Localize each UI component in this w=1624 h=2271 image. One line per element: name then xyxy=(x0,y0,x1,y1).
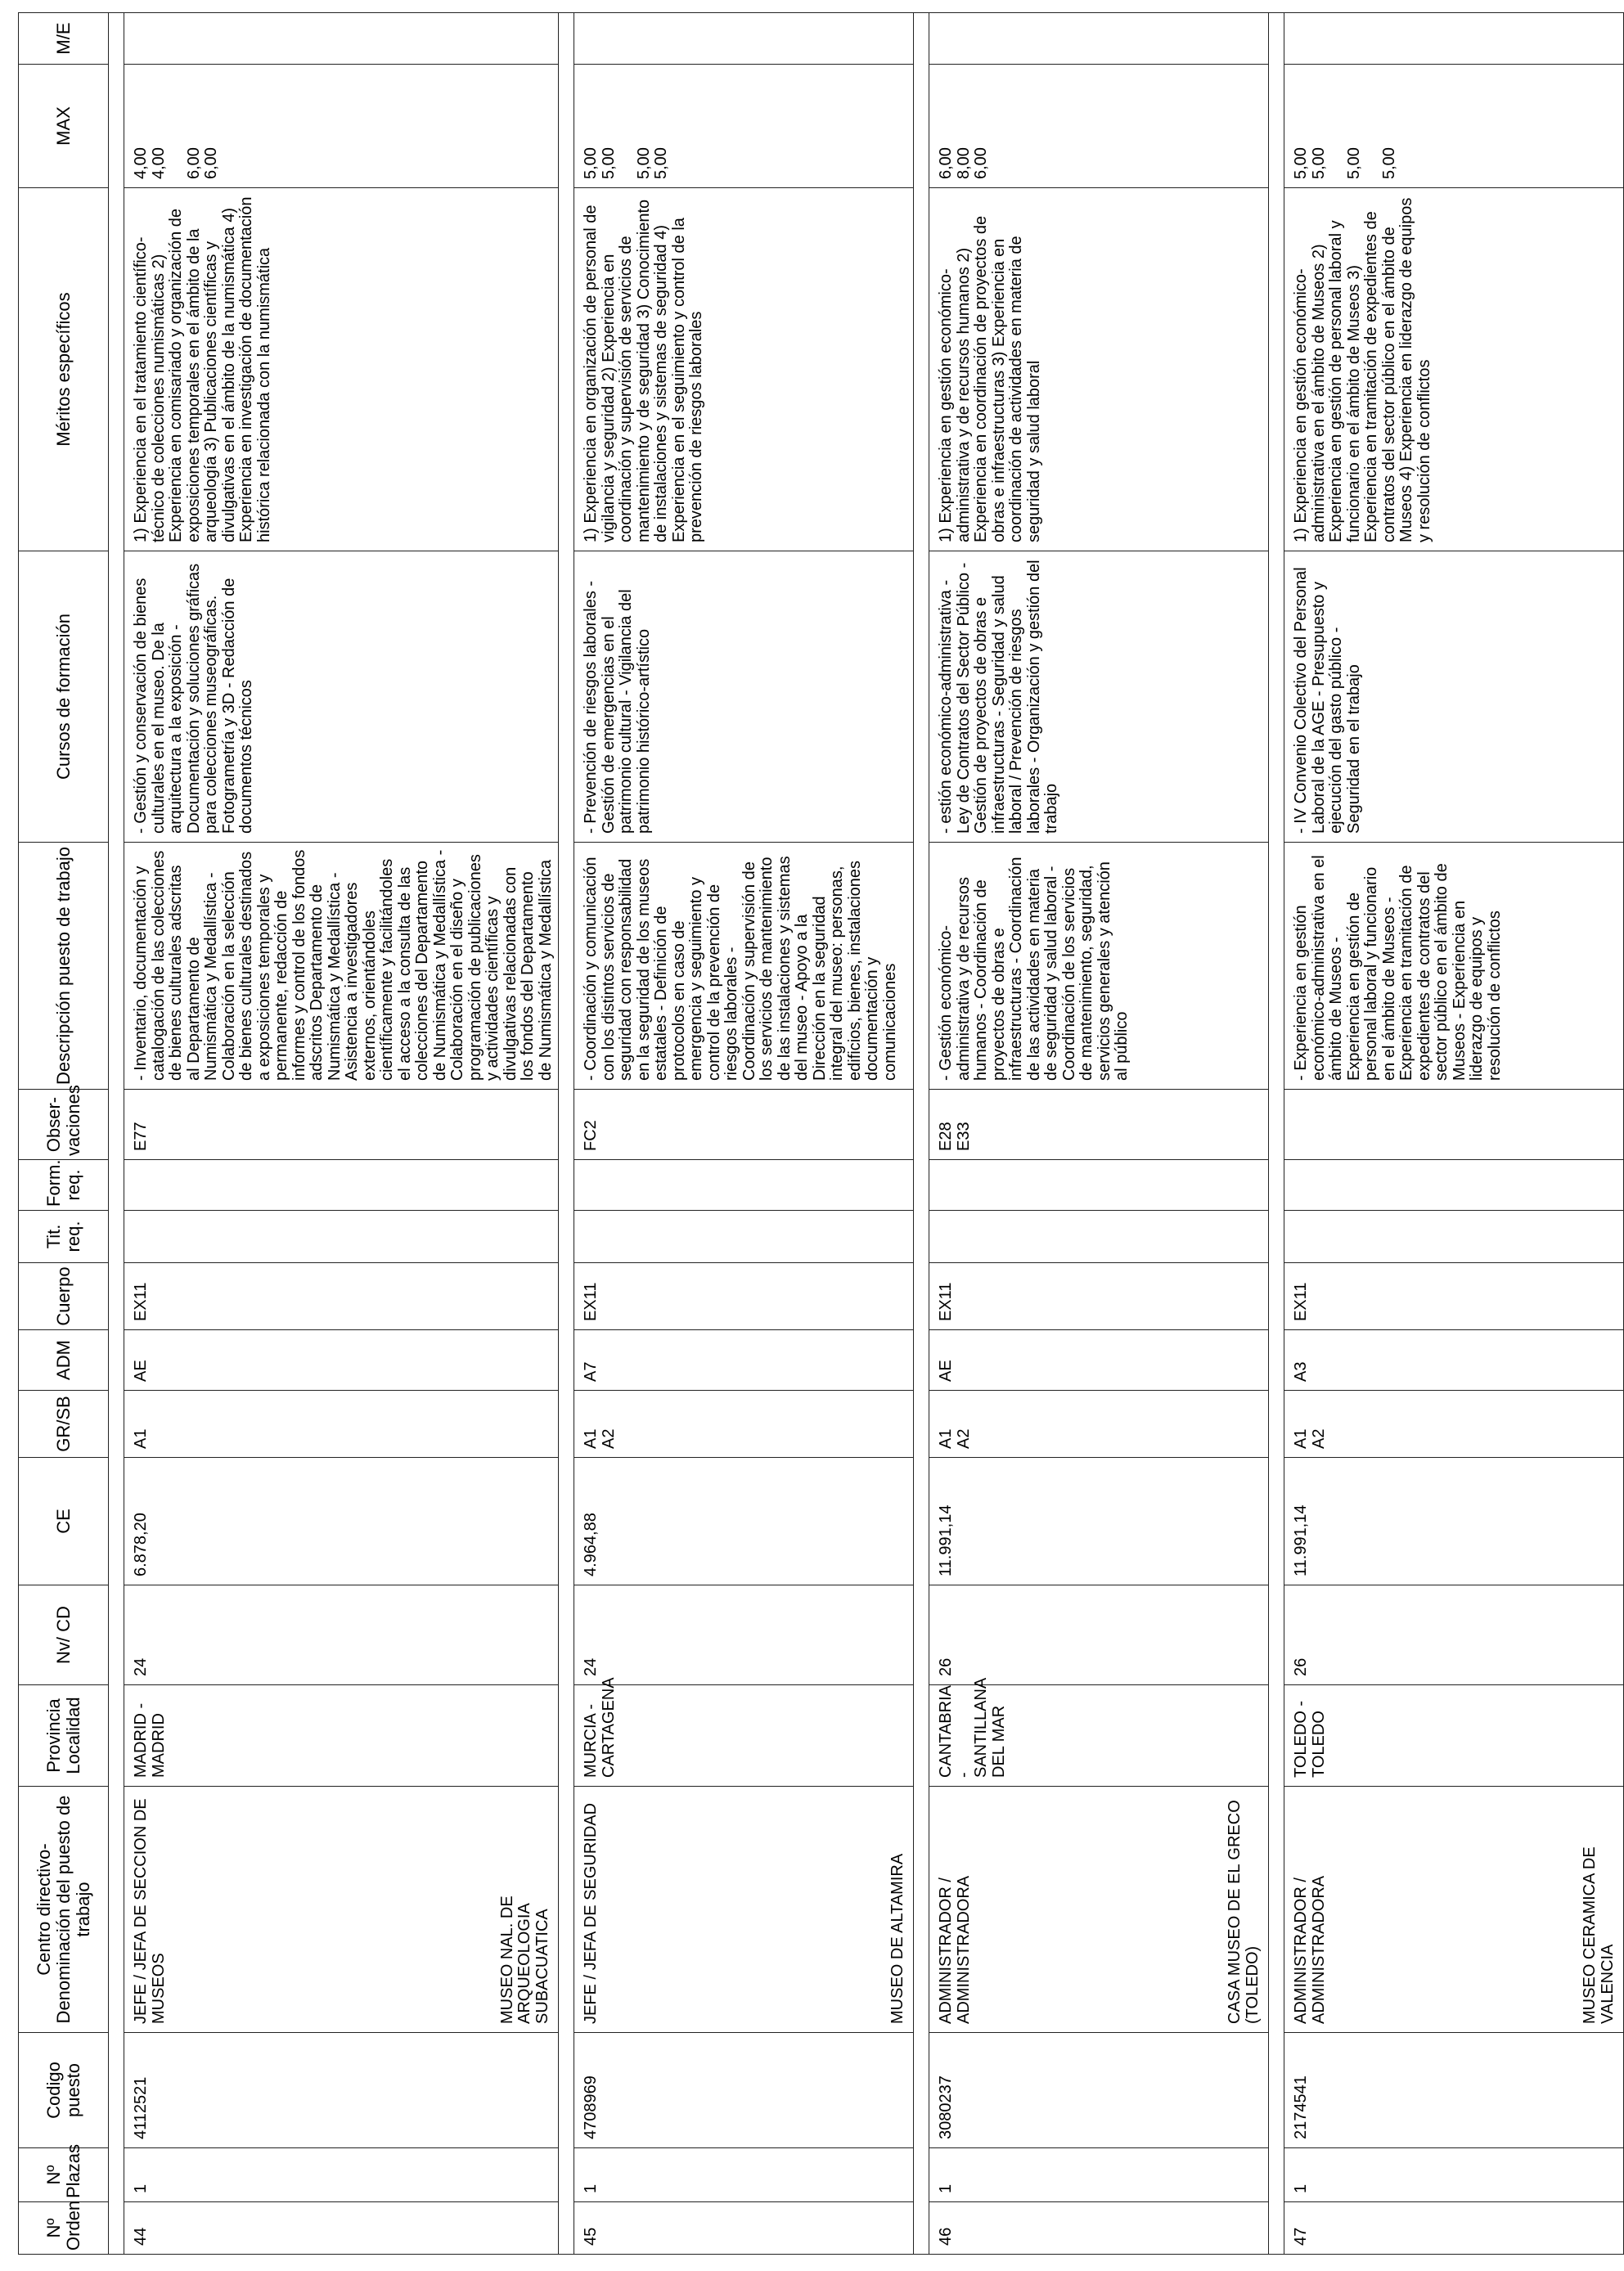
puesto-name: ADMINISTRADOR / ADMINISTRADORA xyxy=(937,1875,973,2024)
provincia-value: MADRID - MADRID xyxy=(132,1702,168,1778)
nivel-cell xyxy=(929,1585,1269,1685)
puesto-name: ADMINISTRADOR / ADMINISTRADORA xyxy=(1292,1875,1328,2024)
meritos-cell xyxy=(1284,188,1624,551)
max-item: 5,00 xyxy=(599,147,618,179)
codigo-cell xyxy=(929,2033,1269,2148)
cursos-cell xyxy=(1284,551,1624,843)
descripcion-text: - Coordinación y comunicación con los distintos servicios de seguridad con responsabilidad en la seguridad de los museos estatales - Definición de protocolos en caso de emergencia y seguimiento y control de la prevención de riesgos laborales - Coordinación y supervisión de los servicios de mantenimiento de las instalaciones y sistemas del museo - Apoyo a la Dirección en la seguridad integral del museo: personas, edificios, bienes, instalaciones documentación y comunicaciones xyxy=(582,856,899,1081)
form-cell xyxy=(574,1160,914,1211)
orden-cell xyxy=(1284,2202,1624,2255)
cursos-text: - Gestión y conservación de bienes culturales en el museo. De la arquitectura a la exposición - Documentación y soluciones gráficas para colecciones museográficas. Fotogrametría y 3D - Redacción de documentos técnicos xyxy=(132,563,255,834)
col-form-header: Form. req. xyxy=(19,1160,109,1211)
max-item: 8,00 xyxy=(954,147,973,179)
nivel-cell xyxy=(1284,1585,1624,1685)
meritos-text: 1) Experiencia en gestión económico-administrativa y de recursos humanos 2) Experiencia en coordinación de proyectos de obras e infraestructuras 3) Experiencia en coordinación de actividades en materia de seguridad y salud laboral xyxy=(937,215,1043,542)
col-provincia-header: Provincia Localidad xyxy=(19,1685,109,1787)
col-orden-header: Nº Orden xyxy=(19,2202,109,2255)
orden-cell xyxy=(929,2202,1269,2255)
cuerpo-value: EX11 xyxy=(1292,1282,1310,1321)
descripcion-cell xyxy=(1284,843,1624,1090)
col-ce-header: CE xyxy=(19,1458,109,1585)
orden-value: 46 xyxy=(937,2227,955,2246)
centro-cell xyxy=(574,1787,914,2033)
orden-cell xyxy=(574,2202,914,2255)
col-cursos-header: Cursos de formación xyxy=(19,551,109,843)
meritos-cell xyxy=(574,188,914,551)
ce-cell xyxy=(124,1458,559,1585)
obs-item: E77 xyxy=(132,1122,150,1151)
ce-value: 11.991,14 xyxy=(1292,1504,1310,1576)
form-cell xyxy=(124,1160,559,1211)
tit-cell xyxy=(574,1211,914,1263)
form-cell xyxy=(1284,1160,1624,1211)
cuerpo-cell xyxy=(574,1263,914,1330)
centro-name: MUSEO CERAMICA DE VALENCIA xyxy=(1581,1846,1617,2024)
cuerpo-value: EX11 xyxy=(937,1282,955,1321)
obs-item: FC2 xyxy=(582,1120,600,1151)
adm-value: AE xyxy=(937,1360,955,1382)
centro-cell xyxy=(929,1787,1269,2033)
cuerpo-cell xyxy=(929,1263,1269,1330)
codigo-cell xyxy=(574,2033,914,2148)
provincia-value: TOLEDO - TOLEDO xyxy=(1292,1700,1328,1778)
row-spacer xyxy=(559,13,574,2255)
grsb-item: A1 xyxy=(132,1428,150,1449)
tit-cell xyxy=(124,1211,559,1263)
centro-name: MUSEO NAL. DE ARQUEOLOGIA SUBACUATICA xyxy=(497,1895,551,2024)
nivel-value: 24 xyxy=(132,1657,150,1676)
col-centro-header: Centro directivo-Denominación del puesto de trabajo xyxy=(19,1787,109,2033)
col-obs-header: Obser-vaciones xyxy=(19,1090,109,1160)
codigo-cell xyxy=(124,2033,559,2148)
cursos-cell xyxy=(574,551,914,843)
max-item: 4,00 xyxy=(132,147,150,179)
obs-cell xyxy=(929,1090,1269,1160)
centro-cell xyxy=(1284,1787,1624,2033)
adm-cell xyxy=(929,1330,1269,1391)
codigo-value: 4112521 xyxy=(132,2076,150,2139)
provincia-value: CANTABRIA - SANTILLANA DEL MAR xyxy=(937,1678,1008,1778)
meritos-text: 1) Experiencia en gestión económico-administrativa en el ámbito de Museos 2) Experiencia en gestión de personal laboral y funcionario en el ámbito de Museos 3) Experiencia en tramitación de expedientes de contratos del sector público en el ámbito de Museos 4) Experiencia en liderazgo de equipos y resolución de conflictos xyxy=(1292,197,1433,542)
nivel-value: 24 xyxy=(582,1657,600,1676)
grsb-item: A2 xyxy=(599,1428,618,1449)
me-cell xyxy=(1284,13,1624,65)
table-row xyxy=(929,13,1269,2255)
nivel-cell xyxy=(124,1585,559,1685)
codigo-value: 4708969 xyxy=(582,2075,600,2139)
puesto-name: JEFE / JEFA DE SEGURIDAD xyxy=(582,1802,600,2024)
obs-item: E33 xyxy=(954,1122,973,1151)
max-item: 5,00 xyxy=(1379,147,1398,179)
obs-item: E28 xyxy=(937,1122,955,1151)
col-descripcion-header: Descripción puesto de trabajo xyxy=(19,843,109,1090)
nivel-value: 26 xyxy=(937,1657,955,1676)
max-item: 5,00 xyxy=(634,147,653,179)
max-cell xyxy=(1284,65,1624,188)
plazas-cell xyxy=(574,2148,914,2202)
meritos-cell xyxy=(124,188,559,551)
plazas-value: 1 xyxy=(1292,2183,1310,2193)
max-item: 5,00 xyxy=(1344,147,1363,179)
orden-value: 47 xyxy=(1292,2227,1310,2246)
tit-cell xyxy=(929,1211,1269,1263)
max-item: 6,00 xyxy=(937,147,955,179)
max-item: 4,00 xyxy=(149,147,168,179)
max-cell xyxy=(929,65,1269,188)
ce-cell xyxy=(574,1458,914,1585)
form-cell xyxy=(929,1160,1269,1211)
header-row xyxy=(19,13,109,2255)
cursos-text: - estión económico-administrativa - Ley de Contratos del Sector Público - Gestión de proyectos de obras e infraestructuras - Seguridad y salud laboral / Prevención de riesgos laborales - Organización y gestión del trabajo xyxy=(937,560,1060,834)
grsb-item: A2 xyxy=(1309,1428,1328,1449)
nivel-cell xyxy=(574,1585,914,1685)
plazas-cell xyxy=(929,2148,1269,2202)
ce-value: 4.964,88 xyxy=(582,1513,600,1576)
orden-value: 45 xyxy=(582,2227,600,2246)
adm-value: A7 xyxy=(582,1361,600,1382)
puesto-name: JEFE / JEFA DE SECCION DE MUSEOS xyxy=(132,1798,168,2024)
max-item: 5,00 xyxy=(582,147,600,179)
me-cell xyxy=(929,13,1269,65)
table-row xyxy=(574,13,914,2255)
ce-value: 6.878,20 xyxy=(132,1513,150,1576)
cuerpo-value: EX11 xyxy=(582,1282,600,1321)
codigo-value: 2174541 xyxy=(1292,2075,1310,2139)
col-me-header: M/E xyxy=(19,13,109,65)
descripcion-cell xyxy=(574,843,914,1090)
descripcion-cell xyxy=(124,843,559,1090)
descripcion-text: - Gestión económico-administrativa y de recursos humanos - Coordinación de proyectos de obras e infraestructuras - Coordinación de las actividades en materia de seguridad y salud laboral - Coordinación de los servicios de mantenimiento, seguridad, servicios generales y atención al público xyxy=(937,857,1131,1081)
provincia-cell xyxy=(574,1677,914,1787)
adm-cell xyxy=(124,1330,559,1391)
centro-name: MUSEO DE ALTAMIRA xyxy=(888,1853,906,2024)
ce-cell xyxy=(1284,1458,1624,1585)
positions-table xyxy=(18,12,1624,2255)
tit-cell xyxy=(1284,1211,1624,1263)
grsb-item: A1 xyxy=(582,1428,600,1449)
col-meritos-header: Méritos específicos xyxy=(19,188,109,551)
max-item: 6,00 xyxy=(202,147,220,179)
provincia-cell xyxy=(929,1678,1269,1787)
max-item: 5,00 xyxy=(1309,147,1328,179)
max-item xyxy=(1363,71,1381,179)
meritos-text: 1) Experiencia en organización de personal de vigilancia y seguridad 2) Experiencia en coordinación y supervisión de servicios de mantenimiento y de seguridad 3) Conocimiento de instalaciones y sistemas de seguridad 4) Experiencia en el seguimiento y control de la prevención de riesgos laborales xyxy=(582,199,705,542)
provincia-cell xyxy=(1284,1685,1624,1787)
col-max-header: MAX xyxy=(19,65,109,188)
max-item: 5,00 xyxy=(652,147,670,179)
adm-cell xyxy=(1284,1330,1624,1391)
max-cell xyxy=(574,65,914,188)
grsb-item: A1 xyxy=(1292,1428,1310,1449)
codigo-value: 3080237 xyxy=(937,2075,955,2139)
row-spacer xyxy=(914,13,929,2255)
grsb-cell xyxy=(574,1391,914,1458)
col-adm-header: ADM xyxy=(19,1330,109,1391)
obs-cell xyxy=(1284,1090,1624,1160)
me-cell xyxy=(574,13,914,65)
centro-name: CASA MUSEO DE EL GRECO (TOLEDO) xyxy=(1226,1800,1262,2024)
adm-cell xyxy=(574,1330,914,1391)
grsb-item: A2 xyxy=(954,1428,973,1449)
col-plazas-header: Nº Plazas xyxy=(19,2148,109,2202)
cursos-cell xyxy=(929,551,1269,843)
col-nivel-header: Nv/ CD xyxy=(19,1585,109,1685)
row-spacer xyxy=(1269,13,1284,2255)
plazas-value: 1 xyxy=(132,2183,150,2193)
max-item xyxy=(1328,71,1346,179)
col-codigo-header: Codigo puesto xyxy=(19,2033,109,2148)
col-cuerpo-header: Cuerpo xyxy=(19,1263,109,1330)
nivel-value: 26 xyxy=(1292,1657,1310,1676)
cursos-text: - IV Convenio Colectivo del Personal Laboral de la AGE - Presupuesto y ejecución del gasto público - Seguridad en el trabajo xyxy=(1292,567,1363,834)
grsb-cell xyxy=(929,1391,1269,1458)
obs-cell xyxy=(124,1090,559,1160)
meritos-cell xyxy=(929,188,1269,551)
cursos-text: - Prevención de riesgos laborales - Gestión de emergencias en el patrimonio cultural - Vigilancia del patrimonio histórico-artístico xyxy=(582,580,653,834)
orden-value: 44 xyxy=(132,2227,150,2246)
cursos-cell xyxy=(124,551,559,843)
adm-value: A3 xyxy=(1292,1361,1310,1382)
max-item xyxy=(168,71,186,179)
centro-cell xyxy=(124,1787,559,2033)
max-item: 6,00 xyxy=(184,147,203,179)
plazas-cell xyxy=(1284,2148,1624,2202)
max-item xyxy=(618,71,636,179)
obs-cell xyxy=(574,1090,914,1160)
max-item: 5,00 xyxy=(1292,147,1310,179)
grsb-cell xyxy=(124,1391,559,1458)
max-item: 6,00 xyxy=(972,147,990,179)
max-cell xyxy=(124,65,559,188)
meritos-text: 1) Experiencia en el tratamiento científico-técnico de colecciones numismáticas 2) Experiencia en comisariado y organización de exposiciones temporales en el ámbito de la arqueología 3) Publicaciones científicas y divulgativas en el ámbito de la numismática 4) Experiencia en investigación de documentación histórica relacionada con la numismática xyxy=(132,196,273,542)
col-tit-header: Tit. req. xyxy=(19,1211,109,1263)
descripcion-text: - Experiencia en gestión económico-administrativa en el ámbito de Museos - Experiencia en gestión de personal laboral y funcionario en el ámbito de Museos - Experiencia en tramitación de expedientes de contratos del sector público en el ámbito de Museos - Experiencia en liderazgo de equipos y resolución de conflictos xyxy=(1292,855,1504,1081)
descripcion-text: - Inventario, documentación y catalogación de las colecciones de bienes culturales adscritas al Departamento de Numismática y Medallística - Colaboración en la selección de bienes culturales destinados a exposiciones temporales y permanente, redacción de informes y control de los fondos adscritos Departamento de Numismática y Medallística - Asistencia a investigadores externos, orientándoles científicamente y facilitándoles el acceso a la consulta de las colecciones del Departamento de Numismática y Medallística - Colaboración en el diseño y programación de publicaciones y actividades científicas y divulgativas relacionadas con los fondos del Departamento de Numismática y Medallística xyxy=(132,849,555,1081)
descripcion-cell xyxy=(929,843,1269,1090)
provincia-value: MURCIA - CARTAGENA xyxy=(582,1677,618,1778)
ce-cell xyxy=(929,1458,1269,1585)
table-row xyxy=(1284,13,1624,2255)
plazas-cell xyxy=(124,2148,559,2202)
grsb-cell xyxy=(1284,1391,1624,1458)
cuerpo-cell xyxy=(1284,1263,1624,1330)
plazas-value: 1 xyxy=(582,2183,600,2193)
header-spacer-row xyxy=(109,13,124,2255)
provincia-cell xyxy=(124,1685,559,1787)
grsb-item: A1 xyxy=(937,1428,955,1449)
orden-cell xyxy=(124,2202,559,2255)
table-row xyxy=(124,13,559,2255)
cuerpo-value: EX11 xyxy=(132,1282,150,1321)
cuerpo-cell xyxy=(124,1263,559,1330)
adm-value: AE xyxy=(132,1360,150,1382)
me-cell xyxy=(124,13,559,65)
col-grsb-header: GR/SB xyxy=(19,1391,109,1458)
plazas-value: 1 xyxy=(937,2183,955,2193)
codigo-cell xyxy=(1284,2033,1624,2148)
ce-value: 11.991,14 xyxy=(937,1504,955,1576)
